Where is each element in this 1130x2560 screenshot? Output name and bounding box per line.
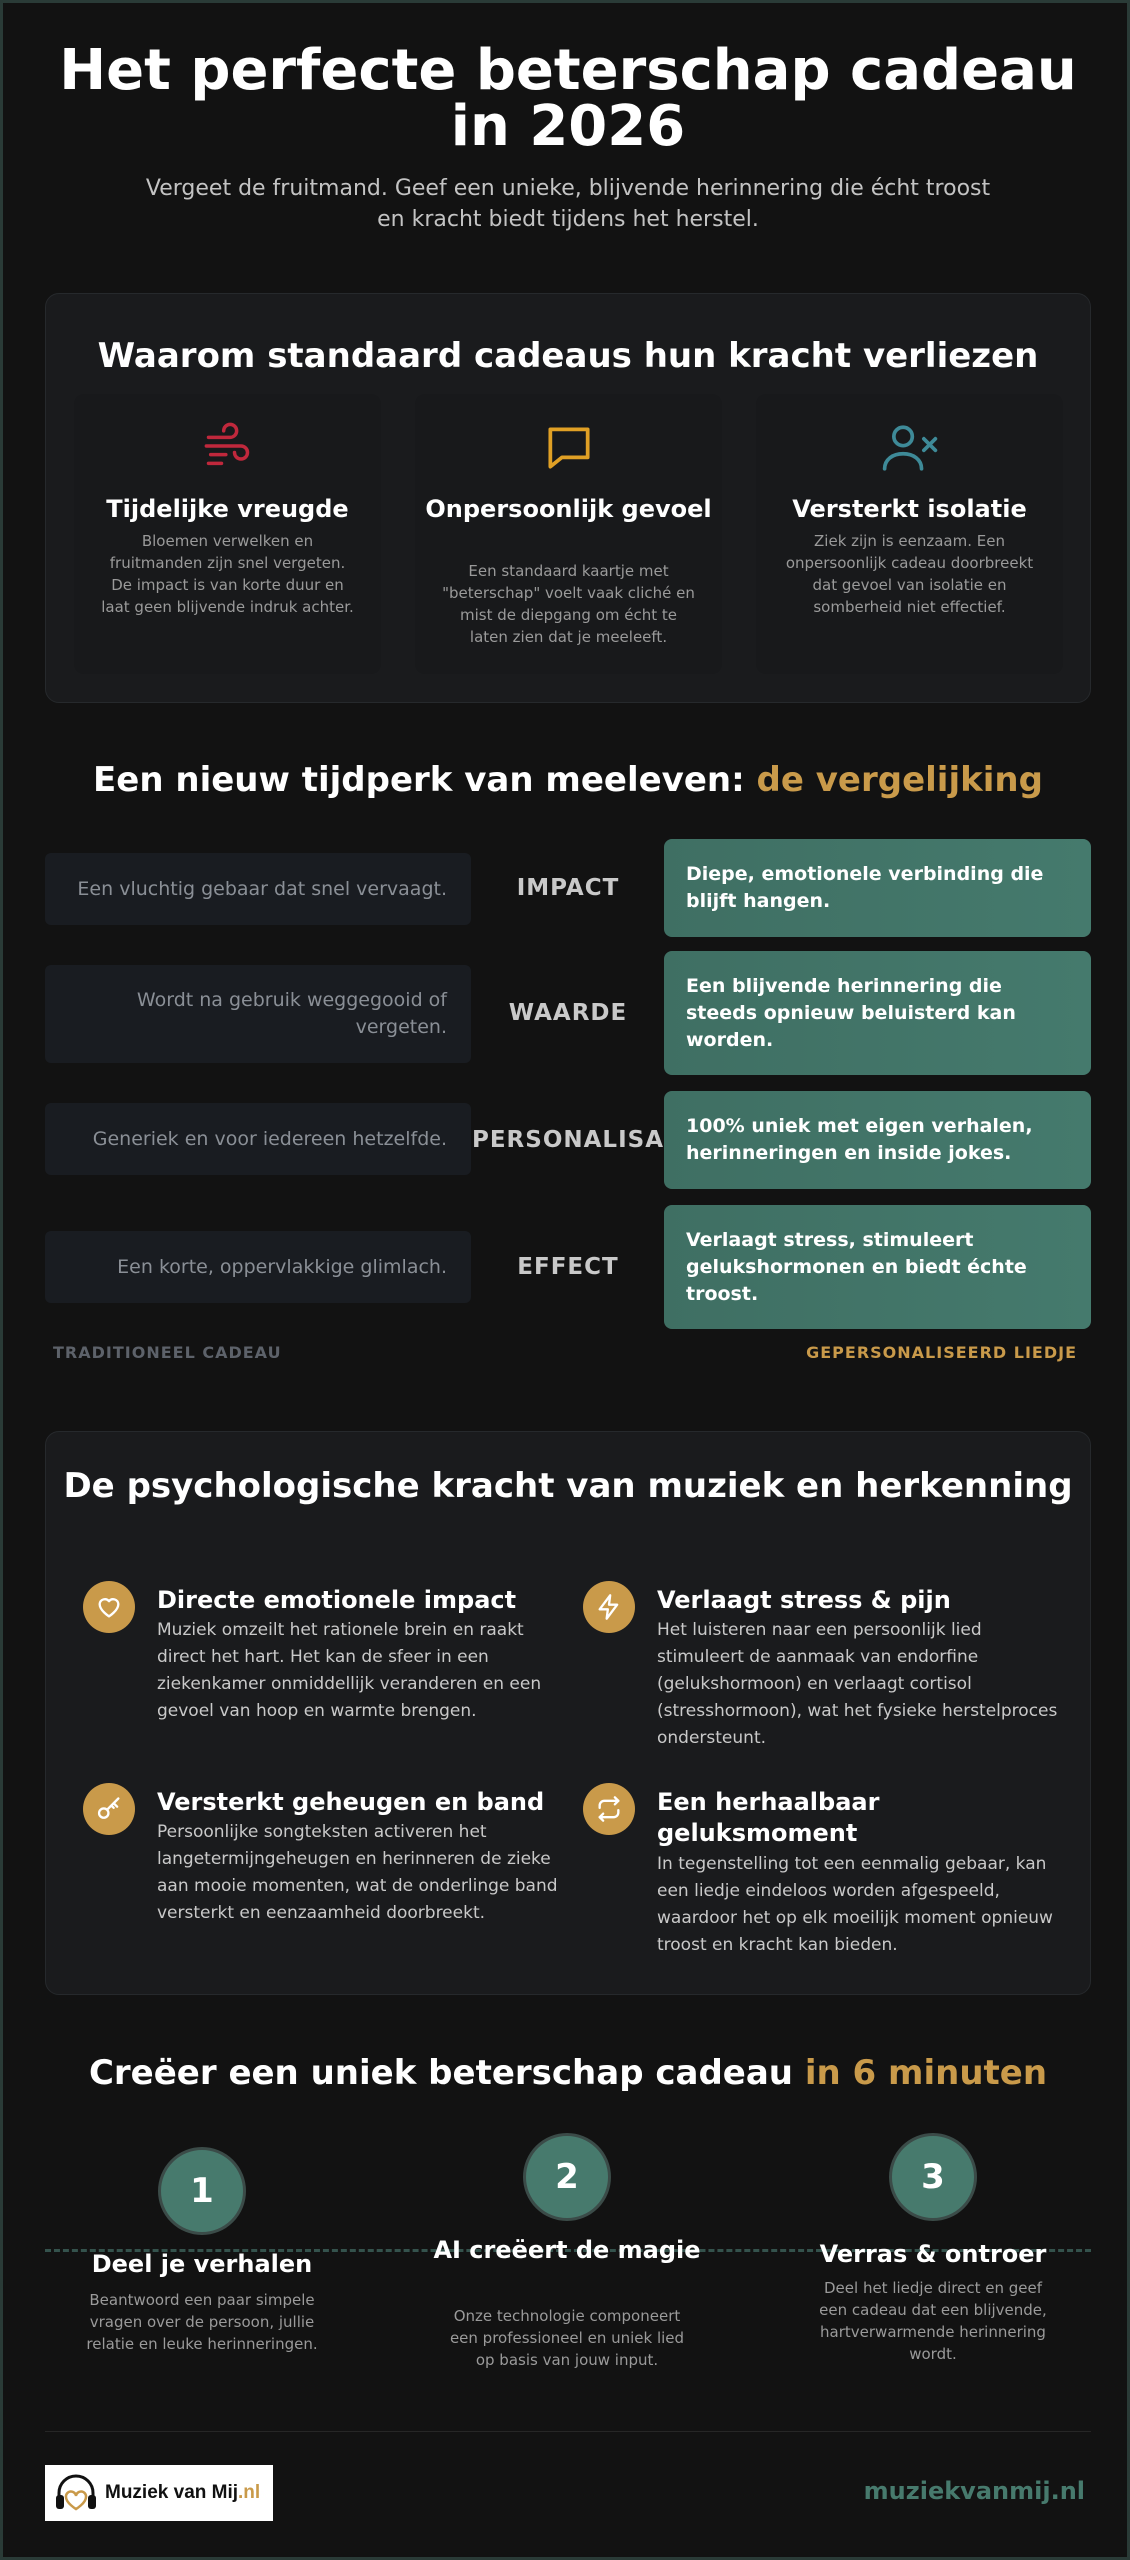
psychology-item [83, 1581, 553, 1731]
step-title: Verras & ontroer [819, 2240, 1047, 2268]
comparison-label: EFFECT [517, 1254, 619, 1280]
psychology-item-text: Persoonlijke songteksten activeren het langetermijngeheugen en herinneren de zieke aan mooie momenten, wat de onderlinge band versterkt en eenzaamheid doorbreekt. [157, 1822, 558, 1923]
logo-text [105, 2482, 260, 2504]
step-number: 1 [158, 2147, 246, 2235]
step-title: AI creëert de magie [433, 2236, 701, 2264]
why-card-text: Ziek zijn is eenzaam. Een onpersoonlijk cadeau doorbreekt dat gevoel van isolatie en somberheid niet effectief. [785, 532, 1034, 616]
psychology-item-title: Een herhaalbaar geluksmoment [657, 1788, 880, 1847]
why-card [756, 394, 1063, 674]
comparison-label: WAARDE [508, 1000, 628, 1026]
key-icon [83, 1783, 135, 1835]
comparison-label: PERSONALISA [471, 1127, 665, 1153]
comparison-traditional-cell: Generiek en voor iedereen hetzelfde. [45, 1103, 471, 1175]
psychology-item-title: Versterkt geheugen en band [157, 1788, 545, 1816]
footer-divider [45, 2431, 1091, 2432]
step-number: 3 [889, 2133, 977, 2221]
comparison-traditional-cell: Een vluchtig gebaar dat snel vervaagt. [45, 853, 471, 925]
heart-icon [83, 1581, 135, 1633]
comparison-title [3, 761, 1130, 799]
psychology-item-text: Het luisteren naar een persoonlijk lied stimuleert de aanmaak van endorfine (gelukshormoon) en verlaagt cortisol (stresshormoon), wat het fysieke herstelproces ondersteunt. [657, 1620, 1058, 1748]
wind-icon [74, 420, 381, 476]
lightning-icon [583, 1581, 635, 1633]
step-text: Beantwoord een paar simpele vragen over de persoon, jullie relatie en leuke herinneringen. [86, 2291, 318, 2353]
psychology-item-text: In tegenstelling tot een eenmalig gebaar, kan een liedje eindeloos worden afgespeeld, waardoor het op elk moeilijk moment opnieuw troost en kracht kan bieden. [657, 1854, 1053, 1955]
comparison-traditional-cell: Een korte, oppervlakkige glimlach. [45, 1231, 471, 1303]
page-title: Het perfecte beterschap cadeau in 2026 [59, 38, 1077, 159]
steps-title-text: Creëer een uniek beterschap cadeau [88, 2053, 805, 2093]
steps-title [3, 2053, 1130, 2093]
why-section [45, 293, 1091, 703]
repeat-icon [583, 1783, 635, 1835]
steps-title-highlight: in 6 minuten [804, 2053, 1048, 2093]
comparison-title-text: Een nieuw tijdperk van meeleven: [93, 760, 757, 800]
step-text: Onze technologie componeert een professioneel en uniek lied op basis van jouw input. [449, 2307, 685, 2369]
comparison-song-cell: Diepe, emotionele verbinding die blijft hangen. [664, 839, 1091, 937]
comparison-label: IMPACT [516, 875, 620, 901]
psychology-item [583, 1783, 1053, 1963]
psychology-item-title: Directe emotionele impact [157, 1586, 517, 1614]
why-card-text: Een standaard kaartje met "beterschap" voelt vaak cliché en mist de diepgang om écht te laten zien dat je meeleeft. [442, 562, 695, 646]
psychology-title: De psychologische kracht van muziek en herkenning [63, 1466, 1073, 1506]
step-number: 2 [523, 2133, 611, 2221]
step-title: Deel je verhalen [91, 2250, 313, 2278]
step-text: Deel het liedje direct en geef een cadeau dat een blijvende, hartverwarmende herinnering wordt. [819, 2279, 1047, 2363]
comparison-title-highlight: de vergelijking [756, 760, 1043, 800]
comparison-song-cell: 100% uniek met eigen verhalen, herinneringen en inside jokes. [664, 1091, 1091, 1189]
song-footer-label: GEPERSONALISEERD LIEDJE [806, 1343, 1077, 1362]
psychology-item-title: Verlaagt stress & pijn [657, 1586, 951, 1614]
comparison-traditional-cell: Wordt na gebruik weggegooid of vergeten. [45, 965, 471, 1063]
comparison-song-cell: Verlaagt stress, stimuleert gelukshormonen en biedt échte troost. [664, 1205, 1091, 1329]
why-card-title: Onpersoonlijk gevoel [425, 495, 712, 523]
why-card-title: Versterkt isolatie [792, 495, 1027, 523]
comparison-song-cell: Een blijvende herinnering die steeds opnieuw beluisterd kan worden. [664, 951, 1091, 1075]
why-card-title: Tijdelijke vreugde [106, 495, 349, 523]
why-title: Waarom standaard cadeaus hun kracht verliezen [97, 336, 1039, 376]
headphones-heart-icon [53, 2471, 99, 2515]
website-link[interactable]: muziekvanmij.nl [863, 2477, 1085, 2505]
why-card-text: Bloemen verwelken en fruitmanden zijn snel vergeten. De impact is van korte duur en laat geen blijvende indruk achter. [101, 532, 354, 616]
why-card [415, 394, 722, 674]
psychology-item [83, 1783, 558, 1933]
logo-name: Muziek van Mij [105, 2482, 239, 2503]
psychology-item-text: Muziek omzeilt het rationele brein en raakt direct het hart. Het kan de sfeer in een ziekenkamer onmiddellijk veranderen en een gevoel van hoop en warmte brengen. [157, 1620, 542, 1721]
speech-bubble-icon [415, 420, 722, 476]
psychology-item [583, 1581, 1058, 1761]
page-subtitle: Vergeet de fruitmand. Geef een unieke, blijvende herinnering die écht troost en kracht biedt tijdens het herstel. [145, 176, 991, 232]
user-x-icon [756, 420, 1063, 476]
traditional-footer-label: TRADITIONEEL CADEAU [53, 1343, 282, 1362]
brand-logo[interactable] [45, 2465, 273, 2521]
logo-suffix: .nl [238, 2482, 261, 2503]
why-card [74, 394, 381, 674]
